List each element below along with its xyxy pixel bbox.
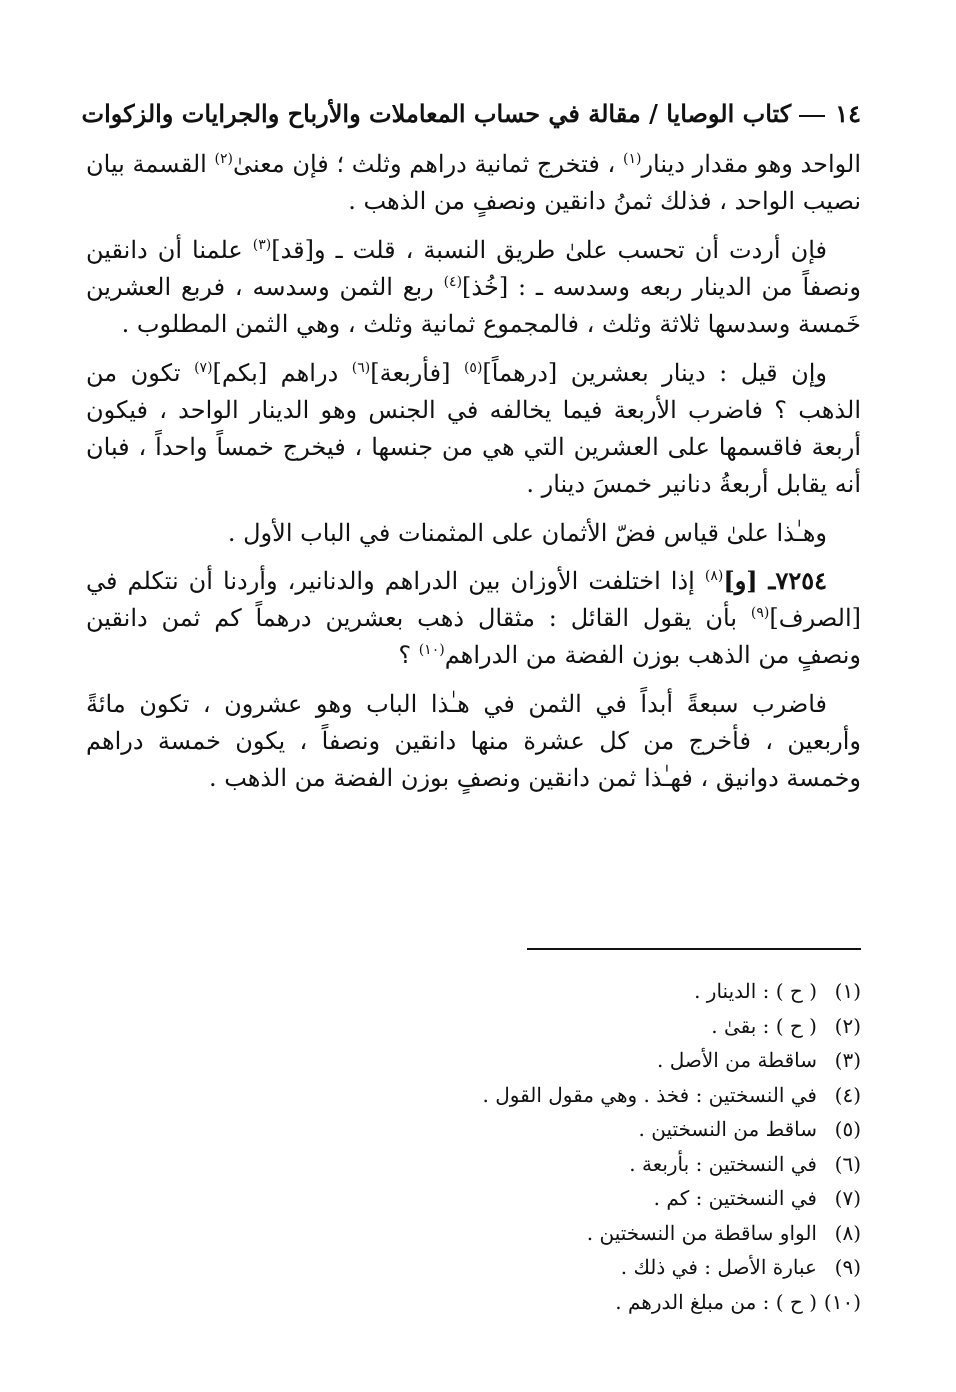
footnote-number: (٦) bbox=[834, 1151, 861, 1176]
paragraph-3 bbox=[86, 355, 861, 503]
footnote-text: ( ح ) : الدينار . bbox=[694, 979, 817, 1003]
text-run: فإن أردت أن تحسب علىٰ طريق النسبة ، قلت ـ و[قد] bbox=[271, 236, 827, 264]
footnote-item bbox=[361, 1043, 861, 1078]
footnote-ref: (٥) bbox=[463, 360, 483, 376]
paragraph-2 bbox=[86, 232, 861, 343]
footnote-ref: (٩) bbox=[750, 605, 770, 621]
footnote-item bbox=[361, 1078, 861, 1113]
footnote-item bbox=[361, 1009, 861, 1044]
footnotes-list bbox=[361, 974, 861, 1319]
text-run: إذا اختلفت الأوزان بين الدراهم والدنانير، وأردنا أن نتكلم في [الصرف] bbox=[86, 567, 861, 632]
footnote-number: (١) bbox=[834, 979, 861, 1003]
header-title: كتاب الوصايا / مقالة في حساب المعاملات والأرباح والجرايات والزكوات bbox=[81, 99, 792, 128]
text-run: بأن يقول القائل : مثقال ذهب بعشرين درهماً كم ثمن دانقين ونصفٍ من الذهب بوزن الفضة من الدراهم bbox=[86, 604, 861, 669]
text-run: [فأربعة] bbox=[370, 359, 464, 387]
footnote-text: ( ح ) : بقىٰ . bbox=[711, 1013, 817, 1038]
text-run: فاضرب سبعةً أبداً في الثمن في هـٰذا الباب وهو عشرون ، تكون مائةً وأربعين ، فأخرج من كل عشرة منها دانقين ونصفاً ، يكون خمسة دراهم وخمسة دوانيق ، فهـٰذا ثمن دانقين ونصفٍ بوزن الفضة من الذهب . bbox=[86, 690, 861, 792]
footnote-number: (٣) bbox=[834, 1048, 861, 1072]
text-run: تكون من الذهب ؟ فاضرب الأربعة فيما يخالفه في الجنس وهو الدينار الواحد ، فيكون أربعة فاقسمها على العشرين التي هي من جنسها ، فيخرج خمساً واحداً ، فبان أنه يقابل أربعةُ دنانير خمسَ دينار . bbox=[86, 359, 861, 498]
footnote-number: (٤) bbox=[834, 1082, 861, 1107]
running-header bbox=[81, 97, 861, 131]
footnote-text: ساقط من النسختين . bbox=[638, 1117, 817, 1141]
footnote-number: (٧) bbox=[834, 1186, 861, 1210]
page-number: ١٤ bbox=[835, 99, 861, 128]
footnote-ref: (٣) bbox=[252, 237, 272, 253]
footnote-ref: (٦) bbox=[351, 360, 371, 376]
footnote-item bbox=[361, 1147, 861, 1182]
footnote-ref: (٧) bbox=[194, 360, 213, 376]
footnote-separator bbox=[527, 948, 861, 950]
footnote-text: عبارة الأصل : في ذلك . bbox=[620, 1255, 817, 1279]
footnote-number: (٥) bbox=[834, 1117, 861, 1141]
footnote-number: (١٠) bbox=[823, 1289, 861, 1314]
footnote-ref: (٤) bbox=[443, 274, 463, 290]
text-run: وإن قيل : دينار بعشرين [درهماً] bbox=[482, 359, 827, 387]
footnote-ref: (١٠) bbox=[418, 642, 445, 658]
footnote-ref: (٨) bbox=[704, 568, 724, 584]
text-run: دراهم [بكم] bbox=[212, 359, 352, 387]
text-run: علمنا أن دانقين ونصفاً من الدينار ربعه وسدسه ـ : [خُذ] bbox=[86, 236, 861, 301]
footnote-number: (٨) bbox=[834, 1220, 861, 1245]
paragraph-6 bbox=[86, 686, 861, 797]
paragraph-5 bbox=[86, 562, 861, 674]
footnote-item bbox=[361, 1250, 861, 1285]
footnote-number: (٩) bbox=[834, 1255, 861, 1279]
footnote-ref: (١) bbox=[622, 151, 642, 167]
footnote-item bbox=[361, 974, 861, 1009]
text-run: ، فتخرج ثمانية دراهم وثلث ؛ فإن معنىٰ bbox=[233, 150, 623, 178]
footnote-text: في النسختين : كم . bbox=[653, 1186, 817, 1210]
footnote-text: الواو ساقطة من النسختين . bbox=[586, 1220, 817, 1245]
footnote-ref: (٢) bbox=[214, 151, 233, 167]
paragraph-4 bbox=[86, 515, 861, 552]
footnote-number: (٢) bbox=[834, 1013, 861, 1038]
text-run: الواحد وهو مقدار دينار bbox=[641, 150, 862, 178]
header-dash bbox=[799, 115, 825, 117]
footnote-text: في النسختين : فخذ . وهي مقول القول . bbox=[482, 1082, 817, 1107]
footnote-item bbox=[361, 1181, 861, 1216]
text-run: القسمة بيان نصيب الواحد ، فذلك ثمنُ دانقين ونصفٍ من الذهب . bbox=[86, 150, 861, 215]
footnote-item bbox=[361, 1285, 861, 1320]
footnote-text: في النسختين : بأربعة . bbox=[629, 1151, 817, 1176]
text-run: ربع الثمن وسدسه ، فربع العشرين خَمسة وسدسها ثلاثة وثلث ، فالمجموع ثمانية وثلث ، وهي الثمن المطلوب . bbox=[86, 273, 861, 338]
text-run: ٧٢٥٤ـ [و] bbox=[723, 566, 828, 595]
footnote-item bbox=[361, 1216, 861, 1251]
footnote-text: ( ح ) : من مبلغ الدرهم . bbox=[615, 1289, 817, 1314]
text-run: وهـٰذا علىٰ قياس فضّ الأثمان على المثمنات في الباب الأول . bbox=[227, 519, 827, 547]
main-text bbox=[86, 146, 861, 809]
text-run: ؟ bbox=[398, 641, 419, 669]
paragraph-1 bbox=[86, 146, 861, 220]
footnote-item bbox=[361, 1112, 861, 1147]
footnote-text: ساقطة من الأصل . bbox=[657, 1048, 817, 1072]
